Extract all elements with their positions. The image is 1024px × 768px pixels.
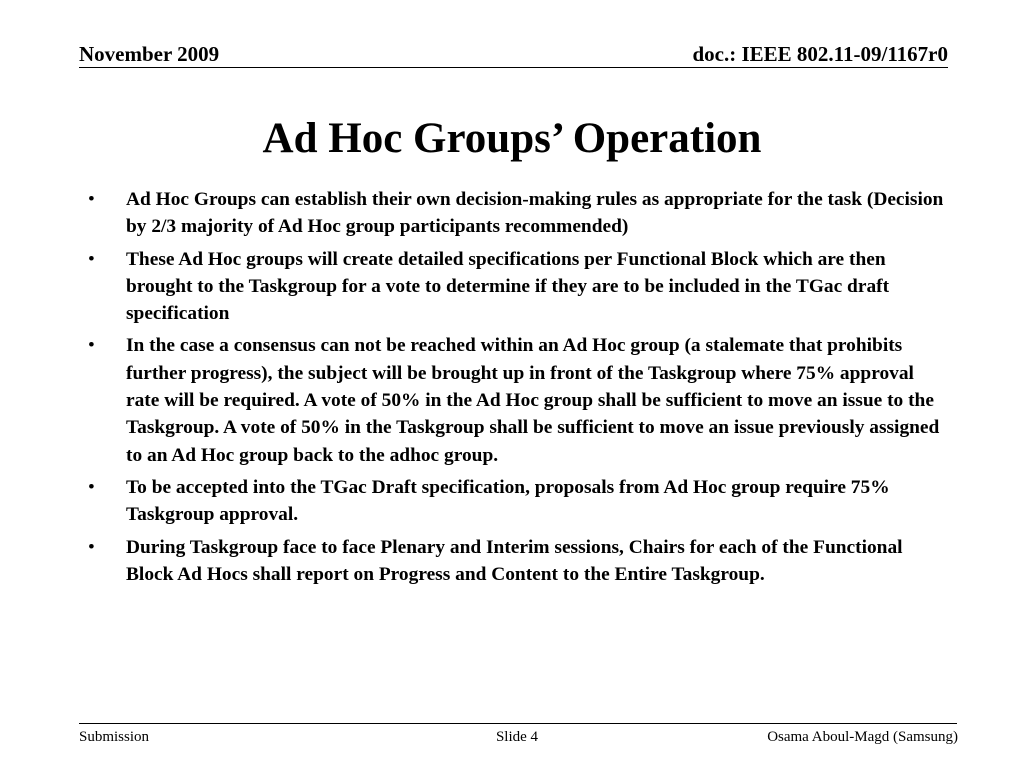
footer-divider — [79, 723, 957, 724]
bullet-item — [88, 534, 948, 589]
bullet-text: During Taskgroup face to face Plenary and Interim sessions, Chairs for each of the Functional Block Ad Hocs shall report on Progress and Content to the Entire Taskgroup. — [126, 536, 903, 585]
footer-slide-number: Slide 4 — [495, 729, 539, 745]
bullet-text: To be accepted into the TGac Draft specification, proposals from Ad Hoc group require 75% Taskgroup approval. — [126, 476, 890, 526]
bullet-marker: • — [88, 536, 95, 558]
footer-author: Osama Aboul-Magd (Samsung) — [767, 729, 958, 745]
header-date: November 2009 — [79, 42, 220, 66]
bullet-marker: • — [88, 476, 95, 498]
header-doc-id: doc.: IEEE 802.11-09/1167r0 — [692, 42, 948, 66]
bullet-marker: • — [88, 335, 95, 357]
bullet-list — [88, 186, 948, 593]
bullet-marker: • — [88, 189, 95, 210]
bullet-text: In the case a consensus can not be reached within an Ad Hoc group (a stalemate that prohibits further progress), the subject will be brought up in front of the Taskgroup where 75% approval rate will be required. A vote of 50% in the Ad Hoc group shall be sufficient to move an issue to the Taskgroup. A vote of 50% in the Taskgroup shall be sufficient to move an issue previously assigned to an Ad Hoc group back to the adhoc group. — [126, 335, 940, 466]
slide-title: Ad Hoc Groups’ Operation — [262, 115, 762, 162]
header-divider — [79, 67, 948, 68]
bullet-item — [88, 246, 948, 328]
bullet-item — [88, 186, 948, 241]
bullet-marker: • — [88, 248, 95, 270]
footer-submission: Submission — [79, 729, 150, 745]
bullet-text: These Ad Hoc groups will create detailed specifications per Functional Block which are then brought to the Taskgroup for a vote to determine if they are to be included in the TGac draft specification — [126, 248, 890, 325]
bullet-text: Ad Hoc Groups can establish their own decision-making rules as appropriate for the task (Decision by 2/3 majority of Ad Hoc group participants recommended) — [126, 189, 944, 238]
bullet-item — [88, 474, 948, 529]
bullet-item — [88, 332, 948, 468]
